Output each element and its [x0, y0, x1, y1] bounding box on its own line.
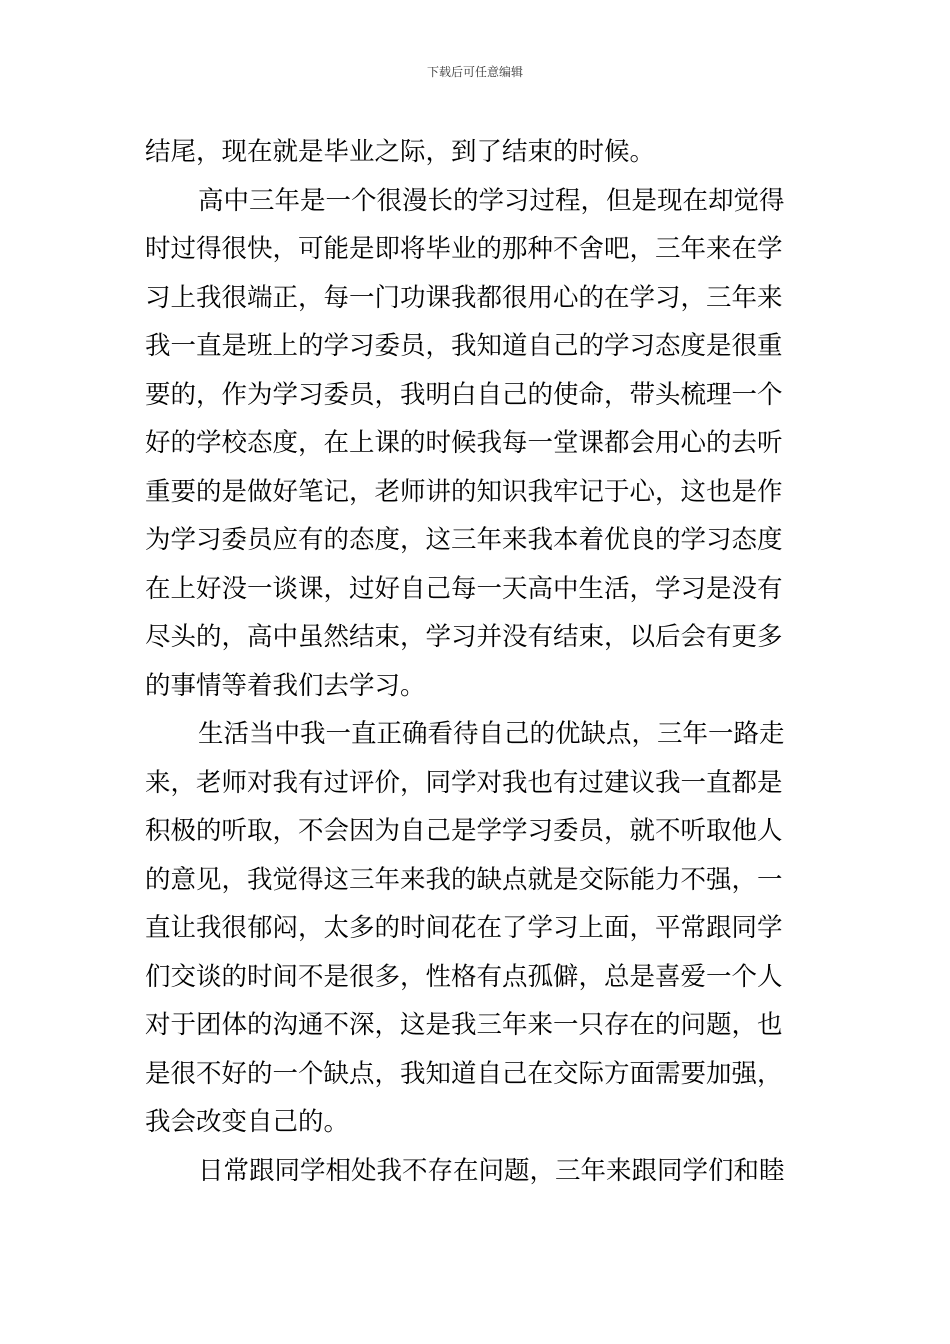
body-text — [145, 128, 805, 1195]
text-line: 为学习委员应有的态度，这三年来我本着优良的学习态度 — [145, 525, 783, 555]
text-line: 对于团体的沟通不深，这是我三年来一只存在的问题，也 — [145, 1010, 783, 1040]
text-line: 要的，作为学习委员，我明白自己的使命，带头梳理一个 — [145, 379, 783, 410]
text-line: 们交谈的时间不是很多，性格有点孤僻，总是喜爱一个人 — [145, 961, 783, 992]
text-line: 时过得很快，可能是即将毕业的那种不舍吧，三年来在学 — [145, 234, 783, 264]
page-header: 下载后可任意编辑 — [426, 65, 523, 79]
text-line: 在上好没一谈课，过好自己每一天高中生活，学习是没有 — [145, 573, 783, 604]
text-line: 积极的听取，不会因为自己是学学习委员，就不听取他人 — [145, 816, 783, 846]
paragraph-start-line: 日常跟同学相处我不存在问题，三年来跟同学们和睦 — [198, 1155, 785, 1186]
text-line: 来，老师对我有过评价，同学对我也有过建议我一直都是 — [145, 767, 783, 798]
paragraph-start-line: 高中三年是一个很漫长的学习过程，但是现在却觉得 — [198, 185, 785, 216]
text-line: 我一直是班上的学习委员，我知道自己的学习态度是很重 — [145, 331, 783, 361]
text-line: 习上我很端正，每一门功课我都很用心的在学习，三年来 — [145, 282, 783, 313]
text-line: 直让我很郁闷，太多的时间花在了学习上面，平常跟同学 — [145, 913, 783, 943]
text-line: 好的学校态度，在上课的时候我每一堂课都会用心的去听 — [145, 428, 783, 458]
text-line: 的事情等着我们去学习。 — [145, 670, 426, 701]
text-line: 是很不好的一个缺点，我知道自己在交际方面需要加强， — [145, 1058, 783, 1089]
text-line: 我会改变自己的。 — [145, 1107, 350, 1137]
text-line: 尽头的，高中虽然结束，学习并没有结束，以后会有更多 — [145, 622, 783, 652]
paragraph-start-line: 生活当中我一直正确看待自己的优缺点，三年一路走 — [198, 719, 785, 749]
text-line: 重要的是做好笔记，老师讲的知识我牢记于心，这也是作 — [145, 476, 783, 507]
text-line: 结尾，现在就是毕业之际，到了结束的时候。 — [145, 137, 656, 167]
text-line: 的意见，我觉得这三年来我的缺点就是交际能力不强，一 — [145, 864, 783, 895]
